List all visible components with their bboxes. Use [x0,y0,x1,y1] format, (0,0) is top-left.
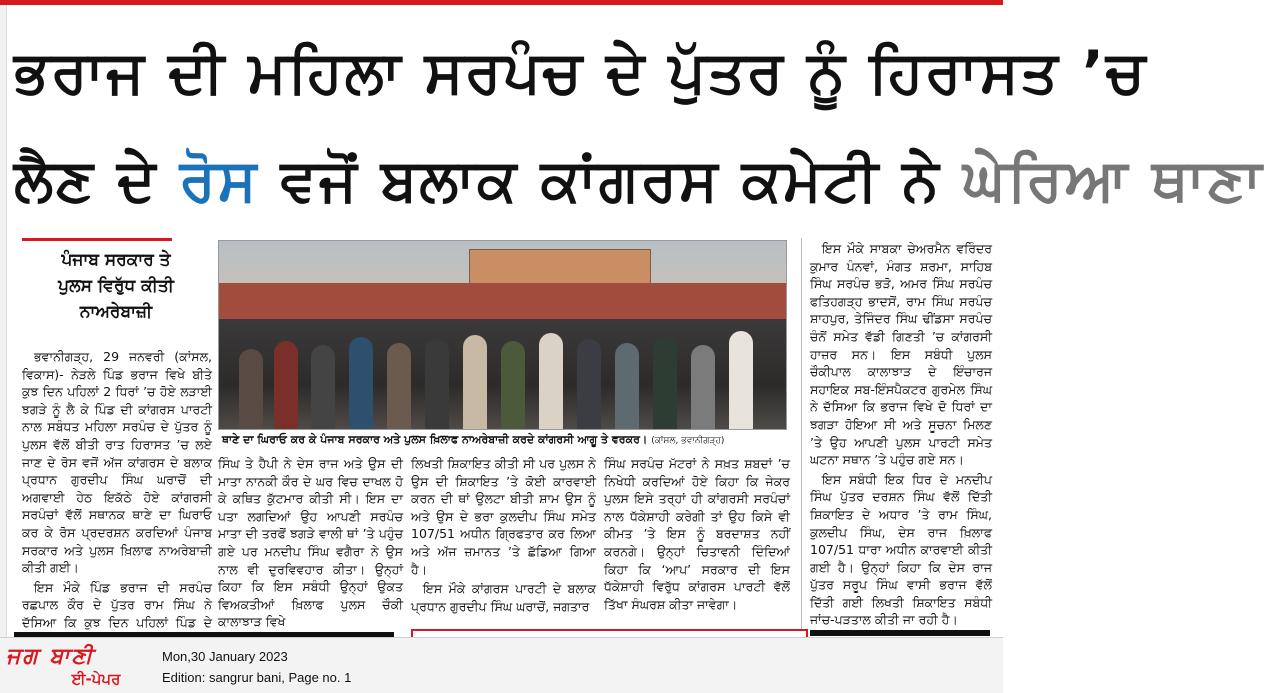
photo-person [274,341,298,429]
article-column-1 [22,348,212,628]
photo-credit: (ਕਾਂਸਲ, ਭਵਾਨੀਗੜ੍ਹ) [651,436,725,446]
photo-person [425,339,449,429]
headline-highlight-grey: ਘੇਰਿਆ ਥਾਣਾ [962,146,1264,214]
subheadline-line-2: ਪੁਲਸ ਵਿਰੁੱਧ ਕੀਤੀ [58,276,174,296]
next-article-rule-right [810,630,990,636]
epaper-footer [0,637,1003,693]
edition-info: Edition: sangrur bani, Page no. 1 [162,670,352,685]
protest-photo [218,240,787,430]
subheadline-red-rule [22,238,172,241]
article-paragraph: ਇਸ ਸਬੰਧੀ ਇਕ ਧਿਰ ਦੇ ਮਨਦੀਪ ਸਿੰਘ ਪੁੱਤਰ ਦਰਸ਼ਨ ਸਿੰਘ ਵੱਲੋਂ ਦਿੱਤੀ ਸ਼ਿਕਾਇਤ ਦੇ ਅਧਾਰ ’ਤੇ ਰਾਮ ਸਿੰਘ, ਕੁਲਦੀਪ ਸਿੰਘ, ਦੇਸ ਰਾਜ ਖ਼ਿਲਾਫ 107/51 ਧਾਰਾ ਅਧੀਨ ਕਾਰਵਾਈ ਕੀਤੀ ਗਈ ਹੈ। ਉਨ੍ਹਾਂ ਕਿਹਾ ਕਿ ਦੇਸ ਰਾਜ ਪੁੱਤਰ ਸਰੂਪ ਸਿੰਘ ਵਾਸੀ ਭਰਾਜ ਵੱਲੋਂ ਦਿੱਤੀ ਗਈ ਲਿਖਤੀ ਸ਼ਿਕਾਇਤ ਸਬੰਧੀ ਜਾਂਚ-ਪੜਤਾਲ ਕੀਤੀ ਜਾ ਰਹੀ ਹੈ। [810,471,992,628]
photo-person [239,349,263,429]
photo-person [463,335,487,429]
headline-line-1: ਭਰਾਜ ਦੀ ਮਹਿਲਾ ਸਰਪੰਚ ਦੇ ਪੁੱਤਰ ਨੂੰ ਹਿਰਾਸਤ ’ਚ [14,38,1148,106]
headline-highlight-blue: ਰੋਸ [179,146,259,214]
article-column-3 [411,455,596,625]
article-paragraph: ਇਸ ਮੌਕੇ ਕਾਂਗਰਸ ਪਾਰਟੀ ਦੇ ਬਲਾਕ ਪ੍ਰਧਾਨ ਗੁਰਦੀਪ ਸਿੰਘ ਘਰਾਚੋਂ, ਜਗਤਾਰ [411,581,596,614]
page-edge [0,5,7,637]
photo-person [577,339,601,429]
jagbani-logo[interactable] [6,644,156,690]
logo-epaper-text: ਈ-ਪੇਪਰ [71,670,121,688]
photo-person [311,345,335,429]
photo-person [539,333,563,429]
photo-person [501,341,525,429]
subheadline-line-1: ਪੰਜਾਬ ਸਰਕਾਰ ਤੇ [61,250,171,270]
photo-person [615,343,639,429]
edition-date: Mon,30 January 2023 [162,649,288,664]
logo-brand-text: ਜਗ ਬਾਣੀ [6,644,95,669]
photo-crowd [219,319,786,429]
article-column-5 [810,240,992,628]
photo-person [691,345,715,429]
article-paragraph: ਲਿਖਤੀ ਸ਼ਿਕਾਇਤ ਕੀਤੀ ਸੀ ਪਰ ਪੁਲਸ ਨੇ ਉਸ ਦੀ ਸ਼ਿਕਾਇਤ ’ਤੇ ਕੋਈ ਕਾਰਵਾਈ ਕਰਨ ਦੀ ਥਾਂ ਉਲਟਾ ਬੀਤੀ ਸ਼ਾਮ ਉਸ ਨੂੰ ਅਤੇ ਉਸ ਦੇ ਭਰਾ ਕੁਲਦੀਪ ਸਿੰਘ ਸਮੇਤ 107/51 ਅਧੀਨ ਗ੍ਰਿਫਤਾਰ ਕਰ ਲਿਆ ਅਤੇ ਅੱਜ ਜ਼ਮਾਨਤ ’ਤੇ ਛੱਡਿਆ ਗਿਆ ਹੈ। [411,456,596,577]
photo-caption-text: ਥਾਣੇ ਦਾ ਘਿਰਾਓ ਕਰ ਕੇ ਪੰਜਾਬ ਸਰਕਾਰ ਅਤੇ ਪੁਲਸ ਖ਼ਿਲਾਫ ਨਾਅਰੇਬਾਜ਼ੀ ਕਰਦੇ ਕਾਂਗਰਸੀ ਆਗੂ ਤੇ ਵਰਕਰ। [222,433,648,446]
article-paragraph: ਸਿੰਘ ਤੇ ਹੈਪੀ ਨੇ ਦੇਸ ਰਾਜ ਅਤੇ ਉਸ ਦੀ ਮਾਤਾ ਨਾਨਕੀ ਕੌਰ ਦੇ ਘਰ ਵਿਚ ਦਾਖਲ ਹੋ ਕੇ ਕਥਿਤ ਕੁੱਟਮਾਰ ਕੀਤੀ ਸੀ। ਇਸ ਦਾ ਪਤਾ ਲਗਦਿਆਂ ਉਹ ਆਪਣੀ ਸਰਪੰਚ ਮਾਤਾ ਦੀ ਤਰਫੋਂ ਝਗੜੇ ਵਾਲੀ ਥਾਂ ’ਤੇ ਪਹੁੰਚ ਗਏ ਪਰ ਮਨਦੀਪ ਸਿੰਘ ਵਗੈਰਾ ਨੇ ਉਸ ਨਾਲ ਵੀ ਦੁਰਵਿਵਹਾਰ ਕੀਤਾ। ਉਨ੍ਹਾਂ ਕਿਹਾ ਕਿ ਇਸ ਸਬੰਧੀ ਉਨ੍ਹਾਂ ਉਕਤ ਵਿਅਕਤੀਆਂ ਖ਼ਿਲਾਫ ਪੁਲਸ ਚੌਕੀ ਕਾਲਾਝਾੜ ਵਿਖੇ [218,456,403,630]
article-paragraph: ਇਸ ਮੌਕੇ ਸਾਬਕਾ ਚੇਅਰਮੈਨ ਵਰਿੰਦਰ ਕੁਮਾਰ ਪੰਨਵਾਂ, ਮੰਗਤ ਸ਼ਰਮਾ, ਸਾਹਿਬ ਸਿੰਘ ਸਰਪੰਚ ਭੜੋ, ਅਮਰ ਸਿੰਘ ਸਰਪੰਚ ਫਤਿਹਗੜ੍ਹ ਭਾਦਸੋਂ, ਰਾਮ ਸਿੰਘ ਸਰਪੰਚ ਸ਼ਾਹਪੁਰ, ਤੇਜਿੰਦਰ ਸਿੰਘ ਢੀਂਡਸਾ ਸਰਪੰਚ ਚੰਨੋਂ ਸਮੇਤ ਵੱਡੀ ਗਿਣਤੀ ’ਚ ਕਾਂਗਰਸੀ ਹਾਜ਼ਰ ਸਨ। ਇਸ ਸਬੰਧੀ ਪੁਲਸ ਚੌਕੀਪਾਲ ਕਾਲਾਝਾੜ ਦੇ ਇੰਚਾਰਜ ਸਹਾਇਕ ਸਬ-ਇੰਸਪੈਕਟਰ ਗੁਰਮੇਲ ਸਿੰਘ ਨੇ ਦੱਸਿਆ ਕਿ ਭਰਾਜ ਵਿਖੇ ਦੋ ਧਿਰਾਂ ਦਾ ਝਗੜਾ ਹੋਇਆ ਸੀ ਅਤੇ ਸੂਚਨਾ ਮਿਲਣ ’ਤੇ ਉਹ ਆਪਣੀ ਪੁਲਸ ਪਾਰਟੀ ਸਮੇਤ ਘਟਨਾ ਸਥਾਨ ’ਤੇ ਪਹੁੰਚ ਗਏ ਸਨ। [810,241,992,468]
article-paragraph: ਇਸ ਮੌਕੇ ਪਿੰਡ ਭਰਾਜ ਦੀ ਸਰਪੰਚ ਰਛਪਾਲ ਕੌਰ ਦੇ ਪੁੱਤਰ ਰਾਮ ਸਿੰਘ ਨੇ ਦੱਸਿਆ ਕਿ ਕੁਝ ਦਿਨ ਪਹਿਲਾਂ ਪਿੰਡ ਦੇ [22,579,212,630]
photo-person [387,343,411,429]
headline-part-1: ਲੈਣ ਦੇ [14,146,180,214]
column-divider [801,238,802,630]
photo-person [729,331,753,429]
article-paragraph: ਸਿੰਘ ਸਰਪੰਚ ਮੱਟਰਾਂ ਨੇ ਸਖ਼ਤ ਸ਼ਬਦਾਂ ’ਚ ਨਿਖੇਧੀ ਕਰਦਿਆਂ ਹੋਏ ਕਿਹਾ ਕਿ ਜੇਕਰ ਪੁਲਸ ਇਸੇ ਤਰ੍ਹਾਂ ਹੀ ਕਾਂਗਰਸੀ ਸਰਪੰਚਾਂ ਨਾਲ ਧੱਕੇਸ਼ਾਹੀ ਕਰੇਗੀ ਤਾਂ ਉਹ ਕਿਸੇ ਵੀ ਕੀਮਤ ’ਤੇ ਇਸ ਨੂੰ ਬਰਦਾਸ਼ਤ ਨਹੀਂ ਕਰਨਗੇ। ਉਨ੍ਹਾਂ ਚਿਤਾਵਨੀ ਦਿੰਦਿਆਂ ਕਿਹਾ ਕਿ ‘ਆਪ’ ਸਰਕਾਰ ਦੀ ਇਸ ਧੱਕੇਸ਼ਾਹੀ ਵਿਰੁੱਧ ਕਾਂਗਰਸ ਪਾਰਟੀ ਵੱਲੋਂ ਤਿੱਖਾ ਸੰਘਰਸ਼ ਕੀਤਾ ਜਾਵੇਗਾ। [604,456,790,612]
headline-part-2: ਵਜੋਂ ਬਲਾਕ ਕਾਂਗਰਸ ਕਮੇਟੀ ਨੇ [258,146,963,214]
article-column-4 [604,455,790,625]
article-column-2 [218,455,403,630]
subheadline-box [22,238,210,340]
photo-person [653,337,677,429]
photo-person [349,337,373,429]
headline-line-2 [14,130,1264,230]
article-paragraph: ਭਵਾਨੀਗੜ੍ਹ, 29 ਜਨਵਰੀ (ਕਾਂਸਲ, ਵਿਕਾਸ)- ਨੇੜਲੇ ਪਿੰਡ ਭਰਾਜ ਵਿਖੇ ਬੀਤੇ ਕੁਝ ਦਿਨ ਪਹਿਲਾਂ 2 ਧਿਰਾਂ ’ਚ ਹੋਏ ਲੜਾਈ ਝਗੜੇ ਨੂੰ ਲੈ ਕੇ ਪਿੰਡ ਦੀ ਕਾਂਗਰਸ ਪਾਰਟੀ ਨਾਲ ਸਬੰਧਤ ਮਹਿਲਾ ਸਰਪੰਚ ਦੇ ਪੁੱਤਰ ਨੂੰ ਪੁਲਸ ਵੱਲੋਂ ਬੀਤੀ ਰਾਤ ਹਿਰਾਸਤ ’ਚ ਲਏ ਜਾਣ ਦੇ ਰੋਸ ਵਜੋਂ ਅੱਜ ਕਾਂਗਰਸ ਦੇ ਬਲਾਕ ਪ੍ਰਧਾਨ ਗੁਰਦੀਪ ਸਿੰਘ ਘਰਾਚੋਂ ਦੀ ਅਗਵਾਈ ਹੇਠ ਇਕੱਠੇ ਹੋਏ ਕਾਂਗਰਸੀ ਸਰਪੰਚਾਂ ਵੱਲੋਂ ਸਥਾਨਕ ਥਾਣੇ ਦਾ ਘਿਰਾਓ ਕਰ ਕੇ ਰੋਸ ਪ੍ਰਦਰਸ਼ਨ ਕਰਦਿਆਂ ਪੰਜਾਬ ਸਰਕਾਰ ਅਤੇ ਪੁਲਸ ਖ਼ਿਲਾਫ ਨਾਅਰੇਬਾਜ਼ੀ ਕੀਤੀ ਗਈ। [22,349,212,576]
photo-caption [222,433,782,447]
top-red-bar [0,0,1003,5]
subheadline-line-3: ਨਾਅਰੇਬਾਜ਼ੀ [79,302,153,322]
